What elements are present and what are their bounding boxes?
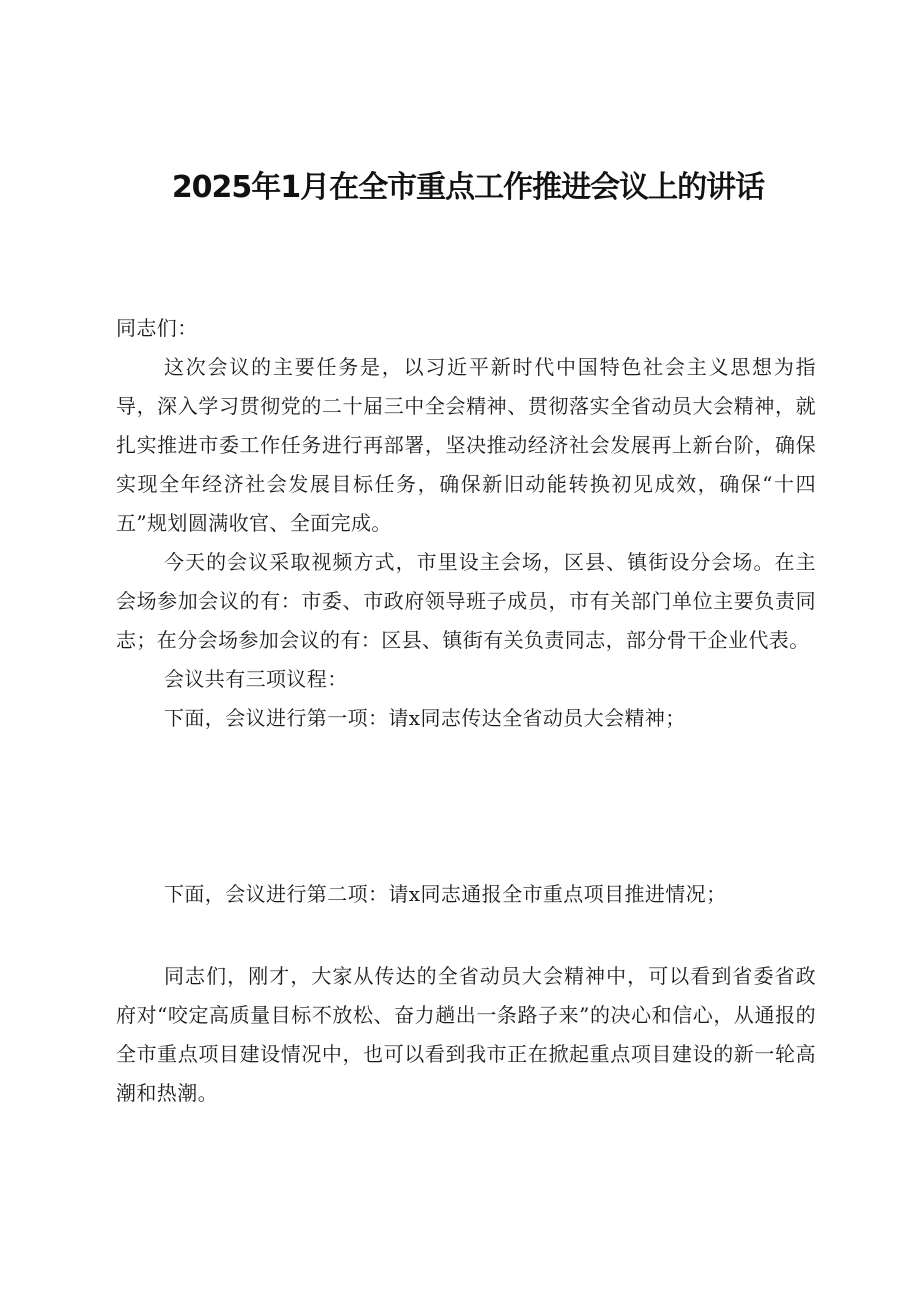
document-body-section-3 <box>116 957 816 1113</box>
salutation: 同志们： <box>116 316 198 340</box>
paragraph-agenda-item-one: 下面，会议进行第一项：请x同志传达全省动员大会精神； <box>164 706 686 730</box>
document-body-section-1 <box>116 309 816 738</box>
document-body-section-2 <box>116 875 816 914</box>
paragraph-purpose: 这次会议的主要任务是，以习近平新时代中国特色社会主义思想为指导，深入学习贯彻党的二十届三中全会精神、贯彻落实全省动员大会精神，就扎实推进市委工作任务进行再部署，坚决推动经济社会发展再上新台阶，确保实现全年经济社会发展目标任务，确保新旧动能转换初见成效，确保“十四五”规划圆满收官、全面完成。 <box>116 355 816 535</box>
paragraph-agenda-item-two: 下面，会议进行第二项：请x同志通报全市重点项目推进情况； <box>164 882 727 906</box>
paragraph-agenda-intro: 会议共有三项议程： <box>164 667 348 691</box>
paragraph-closing: 同志们，刚才，大家从传达的全省动员大会精神中，可以看到省委省政府对“咬定高质量目标不放松、奋力趟出一条路子来”的决心和信心，从通报的全市重点项目建设情况中，也可以看到我市正在掀起重点项目建设的新一轮高潮和热潮。 <box>116 964 816 1105</box>
paragraph-format: 今天的会议采取视频方式，市里设主会场，区县、镇街设分会场。在主会场参加会议的有：市委、市政府领导班子成员，市有关部门单位主要负责同志；在分会场参加会议的有：区县、镇街有关负责同志，部分骨干企业代表。 <box>116 550 816 652</box>
document-title: 2025年1月在全市重点工作推进会议上的讲话 <box>171 170 765 205</box>
